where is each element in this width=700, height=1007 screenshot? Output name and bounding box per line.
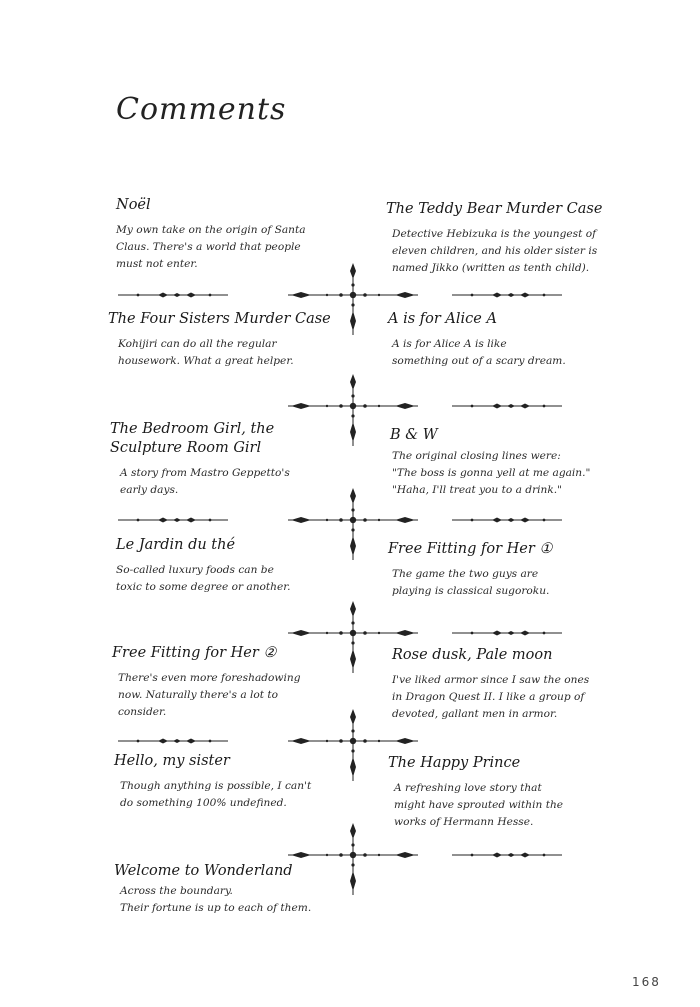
page-heading: Comments	[116, 92, 287, 127]
entry-body: The original closing lines were: "The boss is gonna yell at me again." "Haha, I'll treat you to a drink."	[392, 450, 591, 496]
divider-ornament	[452, 404, 562, 409]
entry-title: Free Fitting for Her ②	[112, 645, 277, 661]
entry-title: The Four Sisters Murder Case	[108, 311, 331, 327]
cross-ornament	[288, 263, 418, 335]
entry-title: A is for Alice A	[388, 311, 497, 327]
cross-ornament	[288, 601, 418, 673]
entry-body: Across the boundary. Their fortune is up to each of them.	[120, 885, 312, 914]
entry-body: The game the two guys are playing is classical sugoroku.	[392, 568, 550, 597]
entry-body: A refreshing love story that might have sprouted within the works of Hermann Hesse.	[394, 782, 564, 828]
entry-title: Le Jardin du thé	[116, 537, 236, 553]
entry-body: So-called luxury foods can be toxic to some degree or another.	[116, 564, 291, 593]
page-number: 168	[632, 975, 661, 989]
entry-body: Detective Hebizuka is the youngest of eleven children, and his older sister is named Jikko (written as tenth child).	[392, 228, 598, 274]
entry-body: A is for Alice A is like something out of a scary dream.	[392, 338, 566, 367]
cross-ornament	[288, 709, 418, 781]
entry-body: A story from Mastro Geppetto's early days.	[120, 467, 290, 496]
divider-ornament	[118, 293, 228, 298]
divider-ornament	[118, 739, 228, 744]
cross-ornament	[288, 374, 418, 446]
cross-ornament	[288, 488, 418, 560]
entry-title: Free Fitting for Her ①	[388, 541, 553, 557]
entry-title: Noël	[116, 197, 151, 213]
entry-body: Kohijiri can do all the regular housework. What a great helper.	[118, 338, 294, 367]
entry-title: The Happy Prince	[388, 755, 521, 771]
divider-ornament	[452, 631, 562, 636]
cross-ornament	[288, 823, 418, 895]
entry-title: Welcome to Wonderland	[114, 863, 293, 879]
entry-title: B & W	[390, 427, 438, 443]
entry-body: My own take on the origin of Santa Claus. There's a world that people must not enter.	[116, 224, 306, 270]
divider-ornament	[452, 518, 562, 523]
entry-title: The Teddy Bear Murder Case	[386, 201, 603, 217]
entry-body: I've liked armor since I saw the ones in Dragon Quest II. I like a group of devoted, gallant men in armor.	[392, 674, 590, 720]
divider-ornament	[452, 853, 562, 858]
divider-ornament	[118, 518, 228, 523]
entry-title: The Bedroom Girl, the Sculpture Room Girl	[110, 421, 275, 456]
entry-title: Hello, my sister	[114, 753, 230, 769]
divider-ornament	[452, 293, 562, 298]
entry-body: Though anything is possible, I can't do something 100% undefined.	[120, 780, 312, 809]
entry-title: Rose dusk, Pale moon	[392, 647, 553, 663]
entry-body: There's even more foreshadowing now. Naturally there's a lot to consider.	[118, 672, 301, 718]
